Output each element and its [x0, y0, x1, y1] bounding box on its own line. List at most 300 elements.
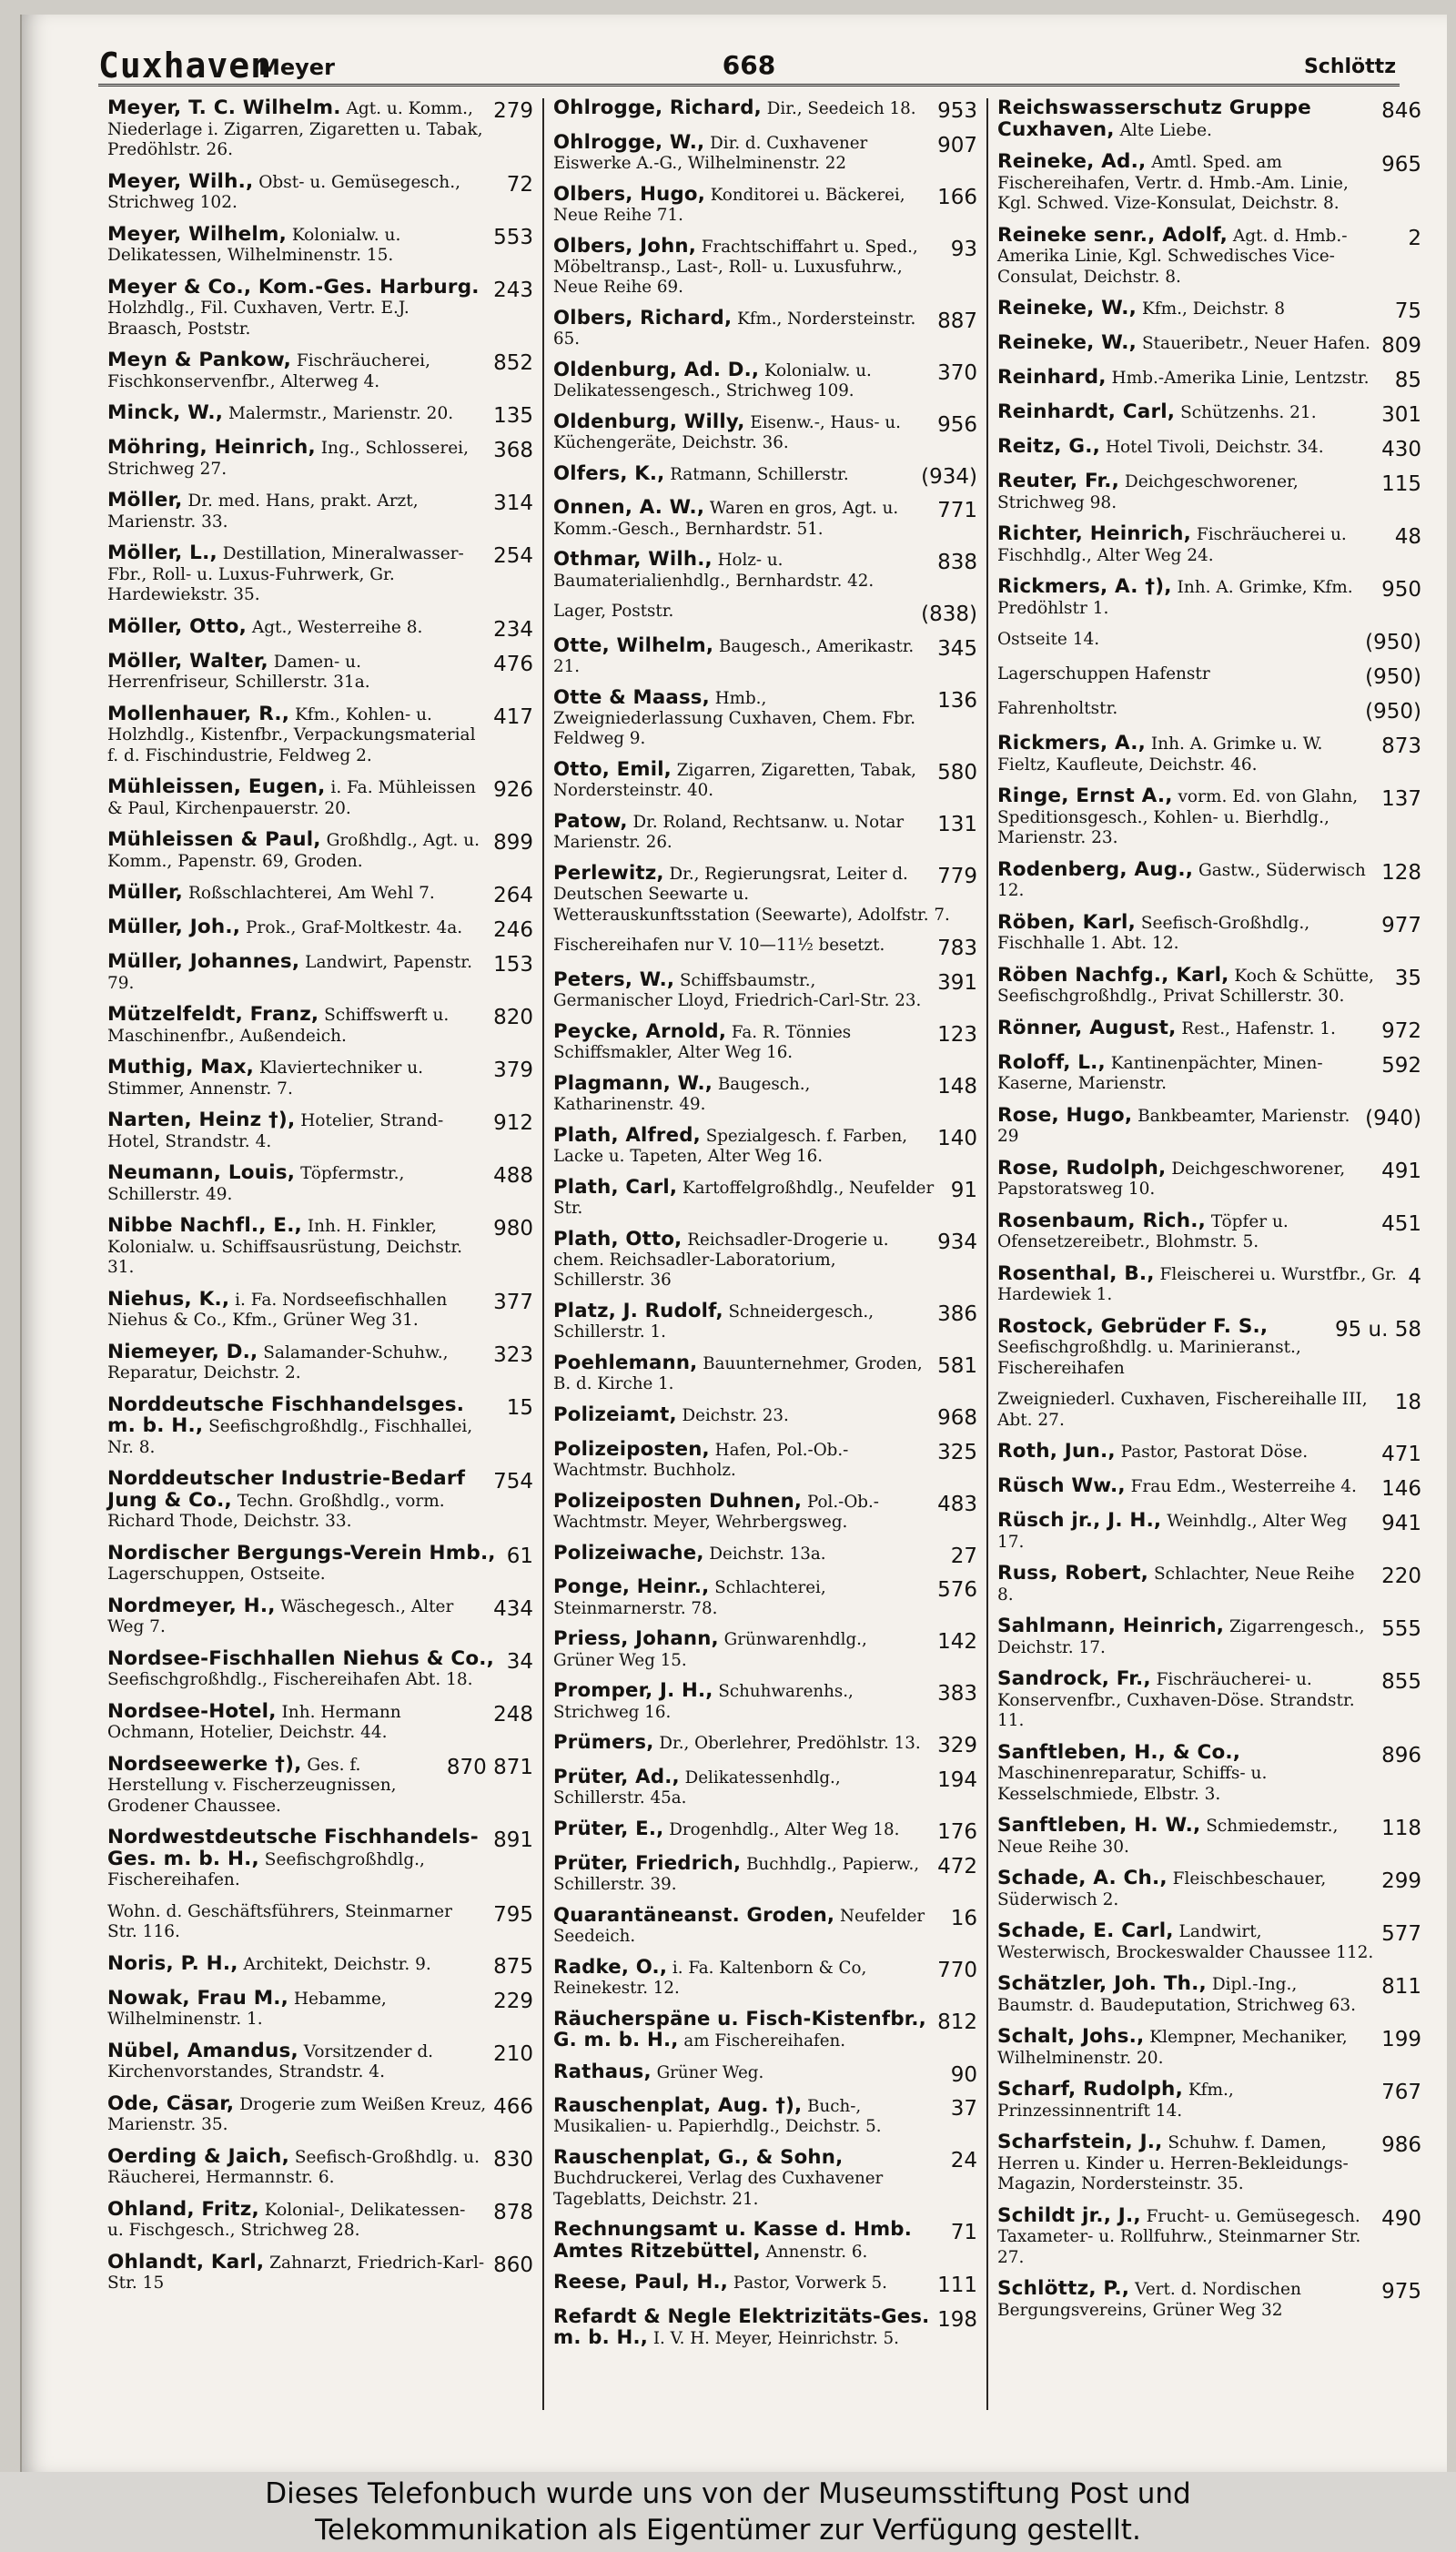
entry-details: Kfm., Prinzessinnentrift 14.	[997, 2081, 1234, 2121]
entry-details: Dr., Regierungsrat, Leiter d. Deutschen Seewarte u. Wetterauskunftsstation (Seewarte), Adolfstr. 7.	[553, 865, 950, 925]
directory-entry	[553, 1577, 977, 1618]
entry-name: Prüter, Ad.,	[553, 1765, 680, 1788]
phone-number: 35	[1394, 966, 1421, 990]
directory-entry	[997, 1476, 1421, 1500]
phone-number: 767	[1381, 2081, 1421, 2104]
entry-details: Salamander-Schuhw., Reparatur, Deichstr. 2.	[107, 1342, 449, 1382]
entry-details: Ges. f. Herstellung v. Fischerzeugnissen, Grodener Chaussee.	[107, 1755, 397, 1816]
entry-name: Rostock, Gebrüder F. S.,	[997, 1314, 1269, 1338]
directory-entry	[107, 1216, 533, 1279]
phone-number: 137	[1381, 787, 1421, 811]
phone-number: 91	[950, 1178, 977, 1202]
entry-name: Möhring, Heinrich,	[107, 436, 316, 459]
entry-name: Rosenthal, B.,	[997, 1261, 1155, 1285]
entry-details: Eisenw.-, Haus- u. Küchengeräte, Deichstr. 36.	[553, 412, 901, 452]
entry-details: I. V. H. Meyer, Heinrichstr. 5.	[652, 2329, 899, 2349]
provenance-footer	[0, 2472, 1456, 2552]
phone-number: 248	[493, 1702, 533, 1727]
phone-number: 93	[950, 237, 977, 261]
entry-details: Buchdruckerei, Verlag des Cuxhavener Tageblatts, Deichstr. 21.	[553, 2169, 884, 2209]
phone-number: 95 u. 58	[1334, 1317, 1421, 1342]
entry-details: Fleischbeschauer, Süderwisch 2.	[997, 1869, 1327, 1909]
entry-name: Scharf, Rudolph,	[997, 2078, 1183, 2101]
directory-entry	[997, 2203, 1421, 2269]
directory-entry	[553, 98, 977, 122]
entry-name: Roloff, L.,	[997, 1050, 1106, 1074]
entry-name: Otte, Wilhelm,	[553, 633, 714, 657]
entry-details: Ing., Schlosserei, Strichweg 27.	[107, 439, 469, 479]
phone-number: 345	[937, 636, 977, 661]
entry-details: Schlachter, Neue Reihe 8.	[997, 1565, 1355, 1605]
directory-entry	[107, 917, 533, 941]
entry-details: Hmb., Zweigniederlassung Cuxhaven, Chem. Fbr. Feldweg 9.	[553, 688, 916, 749]
directory-entry	[107, 1058, 533, 1099]
entry-name: Peycke, Arnold,	[553, 1019, 727, 1043]
phone-number: 135	[493, 404, 533, 428]
directory-entry	[107, 2197, 533, 2242]
entry-details: Inh. A. Grimke u. W. Fieltz, Kaufleute, Deichstr. 46.	[997, 734, 1323, 775]
directory-entry	[997, 734, 1421, 775]
phone-number: 968	[937, 1406, 977, 1431]
directory-entry	[553, 360, 977, 401]
entry-details: Inh. H. Finkler, Kolonialw. u. Schiffsausrüstung, Deichstr. 31.	[107, 1217, 463, 1277]
entry-name: Oerding & Jaich,	[107, 2144, 289, 2168]
phone-number: 451	[1381, 1211, 1421, 1236]
phone-number: 870 871	[446, 1755, 533, 1779]
phone-number: 71	[950, 2221, 977, 2245]
entry-details: Kantinenpächter, Minen-Kaserne, Marienstr.	[997, 1053, 1323, 1093]
directory-entry	[997, 910, 1421, 955]
entry-name: Rose, Rudolph,	[997, 1156, 1167, 1180]
phone-number: 812	[937, 2010, 977, 2034]
entry-details: Vorsitzender d. Kirchenvorstandes, Strandstr. 4.	[107, 2041, 434, 2081]
directory-entry	[553, 498, 977, 539]
directory-entry	[553, 1489, 977, 1533]
phone-number: 24	[950, 2149, 977, 2173]
entry-details: Maschinenreparatur, Schiffs- u. Kesselschmiede, Elbstr. 3.	[997, 1764, 1268, 1804]
directory-entry	[997, 152, 1421, 215]
phone-number: 299	[1381, 1869, 1421, 1893]
directory-entry	[107, 952, 533, 994]
entry-details: Pastor, Vorwerk 5.	[733, 2274, 887, 2294]
entry-details: Deichstr. 23.	[682, 1406, 789, 1426]
directory-entry	[107, 1163, 533, 1205]
entry-name: Mühleissen, Eugen,	[107, 775, 326, 798]
directory-entry	[997, 2027, 1421, 2069]
entry-name: Otto, Emil,	[553, 758, 672, 782]
entry-name: Reuter, Fr.,	[997, 470, 1119, 492]
phone-number: 243	[493, 278, 533, 302]
phone-number: 875	[493, 1954, 533, 1979]
column-2	[542, 98, 986, 2410]
phone-number: 128	[1381, 860, 1421, 885]
phone-number: 254	[493, 544, 533, 568]
phone-number: 146	[1381, 1477, 1421, 1501]
directory-entry	[107, 98, 533, 161]
entry-details: Dir. d. Cuxhavener Eiswerke A.-G., Wilhelminenstr. 22	[553, 133, 868, 173]
directory-entry	[553, 812, 977, 853]
phone-number: (950)	[1365, 631, 1421, 654]
phone-number: 90	[950, 2062, 977, 2087]
entry-name: Prümers,	[553, 1731, 654, 1755]
entry-name: Schlöttz, P.,	[997, 2277, 1130, 2300]
entry-details: Konditorei u. Bäckerei, Neue Reihe 71.	[553, 185, 905, 225]
entry-details: Fahrenholtstr.	[997, 699, 1118, 718]
phone-number: 136	[937, 688, 977, 713]
phone-number: 472	[937, 1854, 977, 1879]
entry-details: Baugesch., Amerikastr. 21.	[553, 636, 915, 677]
entry-name: Norddeutscher Industrie-Bedarf Jung & Co.,	[107, 1467, 466, 1512]
phone-number: 581	[937, 1354, 977, 1379]
phone-number: 977	[1381, 913, 1421, 937]
entry-details: Lagerschuppen Hafenstr	[997, 664, 1210, 684]
directory-entry	[553, 1353, 977, 1394]
entry-name: Noris, P. H.,	[107, 1951, 238, 1975]
entry-details: Kfm., Nordersteinstr. 65.	[553, 309, 916, 349]
phone-number: 580	[937, 761, 977, 785]
phone-number: 153	[493, 953, 533, 977]
entry-name: Räucherspäne u. Fisch-Kistenfbr., G. m. b. H.,	[553, 2007, 926, 2051]
entry-details: Pastor, Pastorat Döse.	[1120, 1443, 1309, 1462]
phone-number: 860	[493, 2253, 533, 2277]
directory-entry	[997, 333, 1421, 357]
phone-number: 229	[493, 1989, 533, 2013]
directory-entry	[997, 98, 1421, 141]
phone-number: 2	[1408, 226, 1421, 250]
entry-name: Röben Nachfg., Karl,	[997, 963, 1229, 987]
phone-number: 553	[493, 225, 533, 249]
directory-entry	[997, 1868, 1421, 1910]
entry-details: Techn. Großhdlg., vorm. Richard Thode, Deichstr. 33.	[107, 1491, 445, 1531]
page-number: 668	[722, 50, 776, 80]
directory-entry	[553, 1227, 977, 1291]
entry-details: Dipl.-Ing., Baumstr. d. Baudeputation, Strichweg 63.	[997, 1975, 1356, 2015]
column-1	[98, 98, 542, 2410]
directory-entry	[997, 1050, 1421, 1095]
entry-details: Prok., Graf-Moltkestr. 4a.	[246, 918, 463, 937]
entry-name: Nordsee-Hotel,	[107, 1699, 277, 1723]
entry-name: Scharfstein, J.,	[997, 2131, 1163, 2153]
entry-name: Müller,	[107, 881, 184, 904]
phone-number: 953	[937, 99, 977, 123]
phone-number: 72	[506, 172, 533, 197]
entry-details: Wohn. d. Geschäftsführers, Steinmarner Str. 116.	[107, 1901, 452, 1941]
directory-entry	[997, 857, 1421, 902]
phone-number: 131	[937, 813, 977, 837]
entry-details: Fischereihafen nur V. 10—11½ besetzt.	[553, 936, 885, 956]
directory-entry	[997, 471, 1421, 513]
phone-number: 123	[937, 1022, 977, 1047]
entry-details: Holzhdlg., Fil. Cuxhaven, Vertr. E.J. Braasch, Poststr.	[107, 299, 410, 339]
entry-name: Rüsch jr., J. H.,	[997, 1509, 1162, 1532]
directory-entry	[107, 777, 533, 819]
entry-name: Möller, L.,	[107, 542, 217, 564]
phone-number: 899	[493, 831, 533, 855]
header-last-name: Schlöttz	[1303, 56, 1396, 78]
directory-entry	[997, 1442, 1421, 1465]
entry-name: Sanftleben, H. W.,	[997, 1814, 1201, 1837]
phone-number: 471	[1381, 1443, 1421, 1466]
phone-number: 846	[1381, 99, 1421, 123]
entry-name: Nowak, Frau M.,	[107, 1986, 289, 2010]
phone-number: 15	[506, 1395, 533, 1420]
phone-number: 75	[1394, 299, 1421, 323]
directory-entry	[997, 1103, 1421, 1148]
entry-details: Agt., Westerreihe 8.	[251, 617, 423, 637]
entry-details: Seefisch-Großhdlg., Fischhalle 1. Abt. 12.	[997, 913, 1310, 953]
phone-number: 434	[493, 1596, 533, 1621]
entry-details: Kolonialw. u. Delikatessen, Wilhelminenstr. 15.	[107, 225, 401, 265]
entry-name: Reinhard,	[997, 366, 1107, 389]
directory-entry	[107, 169, 533, 214]
directory-entry	[553, 306, 977, 349]
entry-name: Möller,	[107, 489, 183, 511]
directory-entry	[553, 2062, 977, 2086]
phone-number: 142	[937, 1630, 977, 1655]
entry-name: Meyer & Co., Kom.-Ges. Harburg.	[107, 275, 480, 299]
directory-entry	[553, 2220, 977, 2262]
directory-entry	[553, 633, 977, 677]
phone-number: 873	[1381, 734, 1421, 758]
entry-details: Hafen, Pol.-Ob.-Wachtmstr. Buchholz.	[553, 1440, 849, 1480]
entry-name: Otte & Maass,	[553, 685, 710, 709]
entry-details: vorm. Ed. von Glahn, Speditionsgesch., Kohlen- u. Bierhdlg., Marienstr. 23.	[997, 787, 1359, 847]
entry-details: Holz- u. Baumaterialienhdlg., Bernhardstr. 42.	[553, 551, 875, 591]
directory-entry	[553, 234, 977, 299]
directory-entry	[553, 2273, 977, 2296]
entry-details: Deichstr. 13a.	[709, 1544, 826, 1564]
directory-entry	[553, 760, 977, 801]
entry-name: Schade, A. Ch.,	[997, 1867, 1168, 1889]
directory-entry	[997, 1156, 1421, 1200]
entry-details: Agt. d. Hmb.-Amerika Linie, Kgl. Schwedisches Vice-Consulat, Deichstr. 8.	[997, 226, 1348, 287]
entry-details: Fischräucherei, Fischkonservenfbr., Alterweg 4.	[107, 351, 430, 391]
entry-details: Schützenhs. 21.	[1180, 403, 1317, 422]
phone-number: 972	[1381, 1018, 1421, 1043]
phone-number: 199	[1381, 2028, 1421, 2051]
entry-details: Klempner, Mechaniker, Wilhelminenstr. 20.	[997, 2028, 1348, 2068]
directory-entry	[553, 602, 977, 625]
directory-columns	[98, 98, 1431, 2410]
entry-details: Schuhw. f. Damen, Herren u. Kinder u. Herren-Bekleidungs-Magazin, Nordersteinstr. 35.	[997, 2133, 1349, 2193]
phone-number: 18	[1394, 1391, 1421, 1414]
entry-details: Schiffswerft u. Maschinenfbr., Außendeich.	[107, 1006, 450, 1046]
directory-entry	[107, 1392, 533, 1459]
entry-details: Hebamme, Wilhelminenstr. 1.	[107, 1989, 387, 2029]
phone-number: 61	[506, 1544, 533, 1568]
directory-entry	[553, 685, 977, 750]
entry-details: Kfm., Deichstr. 8	[1141, 299, 1286, 319]
directory-entry	[107, 2091, 533, 2136]
phone-number: 809	[1381, 334, 1421, 358]
directory-entry	[553, 412, 977, 453]
entry-name: Russ, Robert,	[997, 1562, 1149, 1585]
entry-details: Ratmann, Schillerstr.	[670, 464, 849, 484]
entry-name: Ponge, Heinr.,	[553, 1575, 710, 1599]
directory-entry	[107, 1986, 533, 2030]
entry-details: Staueribetr., Neuer Hafen.	[1141, 334, 1370, 353]
entry-details: i. Fa. Nordseefischhallen Niehus & Co., Kfm., Grüner Weg 31.	[107, 1290, 448, 1330]
entry-name: Olbers, John,	[553, 234, 697, 258]
directory-entry	[553, 2007, 977, 2051]
entry-name: Rodenberg, Aug.,	[997, 857, 1194, 881]
entry-details: Weinhdlg., Alter Weg 17.	[997, 1512, 1348, 1552]
entry-details: Architekt, Deichstr. 9.	[243, 1954, 431, 1974]
entry-details: Schlachterei, Steinmarnerstr. 78.	[553, 1578, 826, 1618]
directory-entry	[553, 1019, 977, 1063]
entry-details: Dr. med. Hans, prakt. Arzt, Marienstr. 33.	[107, 491, 419, 532]
directory-entry	[107, 1951, 533, 1979]
footer-line-1: Dieses Telefonbuch wurde uns von der Museumsstiftung Post und	[265, 2477, 1191, 2510]
phone-number: 246	[493, 918, 533, 942]
phone-number: 37	[950, 2097, 977, 2122]
phone-number: 27	[950, 1544, 977, 1568]
entry-name: Neumann, Louis,	[107, 1161, 296, 1184]
directory-entry	[107, 614, 533, 642]
phone-number: 198	[937, 2307, 977, 2332]
entry-name: Nordmeyer, H.,	[107, 1594, 276, 1617]
phone-number: (934)	[921, 464, 977, 489]
directory-entry	[553, 1541, 977, 1568]
entry-name: Sanftleben, H., & Co.,	[997, 1740, 1241, 1764]
entry-name: Prüter, E.,	[553, 1817, 664, 1840]
phone-number: 118	[1381, 1817, 1421, 1840]
phone-number: 965	[1381, 153, 1421, 177]
entry-name: Rüsch Ww.,	[997, 1474, 1126, 1497]
entry-details: Damen- u. Herrenfriseur, Schillerstr. 31a.	[107, 652, 370, 692]
directory-entry	[997, 1616, 1421, 1658]
entry-name: Müller, Johannes,	[107, 950, 300, 973]
entry-details: Koch & Schütte, Seefischgroßhdlg., Privat Schillerstr. 30.	[997, 966, 1374, 1006]
entry-name: Meyer, T. C. Wilhelm.	[107, 98, 341, 119]
entry-name: Reitz, G.,	[997, 435, 1100, 458]
entry-name: Polizeiposten Duhnen,	[553, 1489, 803, 1513]
entry-name: Reineke, W.,	[997, 297, 1138, 319]
phone-number: 148	[937, 1074, 977, 1099]
entry-details: Pol.-Ob.-Wachtmstr. Meyer, Wehrbergsweg.	[553, 1492, 879, 1532]
directory-entry	[107, 1752, 533, 1818]
entry-name: Reineke senr., Adolf,	[997, 223, 1228, 247]
entry-details: Fa. R. Tönnies Schiffsmakler, Alter Weg 16.	[553, 1022, 852, 1063]
entry-details: Wäschegesch., Alter Weg 7.	[107, 1596, 454, 1636]
directory-entry	[997, 1816, 1421, 1858]
directory-entry	[107, 275, 533, 340]
entry-name: Nordsee-Fischhallen Niehus & Co.,	[107, 1646, 495, 1670]
directory-entry	[553, 936, 977, 959]
entry-name: Ohlrogge, W.,	[553, 130, 705, 154]
entry-details: Delikatessenhdlg., Schillerstr. 45a.	[553, 1767, 841, 1808]
phone-number: 783	[937, 937, 977, 961]
entry-details: Gastw., Süderwisch 12.	[997, 860, 1366, 900]
entry-details: am Fischereihafen.	[683, 2030, 846, 2051]
entry-details: Schmiedemstr., Neue Reihe 30.	[997, 1817, 1339, 1857]
phone-number: 941	[1381, 1512, 1421, 1535]
entry-name: Olfers, K.,	[553, 461, 665, 485]
directory-entry	[553, 1767, 977, 1808]
entry-details: Spezialgesch. f. Farben, Lacke u. Tapeten, Alter Weg 16.	[553, 1126, 908, 1167]
directory-entry	[997, 368, 1421, 391]
phone-number: 771	[937, 499, 977, 523]
directory-entry	[997, 664, 1421, 688]
footer-line-2: Telekommunikation als Eigentümer zur Verfügung gestellt.	[315, 2514, 1141, 2547]
phone-number: 220	[1381, 1565, 1421, 1588]
directory-entry	[107, 1342, 533, 1384]
entry-details: Fischräucherei u. Fischhdlg., Alter Weg 24.	[997, 525, 1347, 565]
running-header	[98, 47, 1400, 86]
entry-details: Neufelder Seedeich.	[553, 1906, 925, 1946]
directory-entry	[553, 182, 977, 226]
directory-entry	[107, 649, 533, 694]
phone-number: 852	[493, 351, 533, 375]
entry-details: Amtl. Sped. am Fischereihafen, Vertr. d. Hmb.-Am. Linie, Kgl. Schwed. Vize-Konsulat, Deichstr. 8.	[997, 153, 1349, 213]
directory-entry	[553, 2304, 977, 2350]
entry-name: Rickmers, A.,	[997, 732, 1146, 754]
phone-number: 379	[493, 1058, 533, 1082]
entry-details: Seefisch-Großhdlg. u. Räucherei, Hermannstr. 6.	[107, 2147, 480, 2187]
entry-details: Hotel Tivoli, Deichstr. 34.	[1105, 438, 1324, 457]
entry-details: Deichgeschworener, Papstoratsweg 10.	[997, 1159, 1346, 1199]
entry-details: Frucht- u. Gemüsegesch. Taxameter- u. Rollfuhrw., Steinmarner Str. 27.	[997, 2206, 1361, 2267]
entry-name: Roth, Jun.,	[997, 1440, 1116, 1463]
entry-details: Grüner Weg.	[656, 2062, 764, 2082]
directory-entry	[107, 350, 533, 392]
entry-name: Poehlemann,	[553, 1352, 698, 1375]
entry-details: Buch-, Musikalien- u. Papierhdlg., Deichstr. 5.	[553, 2097, 882, 2137]
entry-details: Ostseite 14.	[997, 630, 1100, 649]
entry-name: Platz, J. Rudolf,	[553, 1300, 723, 1323]
phone-number: 891	[493, 1828, 533, 1852]
phone-number: 466	[493, 2094, 533, 2119]
directory-entry	[107, 2144, 533, 2189]
entry-name: Sandrock, Fr.,	[997, 1667, 1151, 1690]
entry-name: Oldenburg, Ad. D.,	[553, 358, 760, 381]
directory-entry	[553, 864, 977, 926]
entry-details: Waren en gros, Agt. u. Komm.-Gesch., Bernhardstr. 51.	[553, 499, 899, 539]
directory-entry	[553, 1301, 977, 1342]
directory-entry	[553, 1903, 977, 1947]
entry-name: Nübel, Amandus,	[107, 2039, 298, 2062]
entry-name: Richter, Heinrich,	[997, 522, 1191, 545]
entry-details: Drogenhdlg., Alter Weg 18.	[669, 1819, 900, 1839]
phone-number: 830	[493, 2147, 533, 2172]
entry-details: Dr., Oberlehrer, Predöhlstr. 13.	[659, 1734, 921, 1754]
entry-details: Vert. d. Nordischen Bergungsvereins, Grüner Weg 32	[997, 2280, 1301, 2320]
phone-number: 491	[1381, 1159, 1421, 1183]
directory-entry	[997, 1018, 1421, 1042]
entry-name: Minck, W.,	[107, 401, 224, 424]
entry-details: Frachtschiffahrt u. Sped., Möbeltransp., Last-, Roll- u. Luxusfuhrw., Neue Reihe 69.	[553, 237, 918, 297]
entry-name: Oldenburg, Willy,	[553, 410, 745, 433]
phone-number: 986	[1381, 2133, 1421, 2157]
entry-details: Kfm., Kohlen- u. Holzhdlg., Kistenfbr., Verpackungsmaterial f. d. Fischindustrie, Feldweg 2.	[107, 704, 476, 765]
entry-name: Sahlmann, Heinrich,	[997, 1615, 1225, 1637]
entry-details: Töpfer u. Ofensetzereibetr., Blohmstr. 5.	[997, 1211, 1289, 1251]
directory-entry	[997, 524, 1421, 566]
directory-entry	[107, 1596, 533, 1638]
entry-details: Seefischgroßhdlg., Fischhallei, Nr. 8.	[107, 1417, 473, 1457]
phone-number: 887	[937, 309, 977, 333]
entry-name: Meyn & Pankow,	[107, 349, 291, 371]
entry-details: Bauunternehmer, Groden, B. d. Kirche 1.	[553, 1354, 923, 1394]
entry-name: Rose, Hugo,	[997, 1103, 1133, 1127]
directory-entry	[107, 438, 533, 480]
entry-details: Klaviertechniker u. Stimmer, Annenstr. 7.	[107, 1058, 424, 1099]
phone-number: 329	[937, 1734, 977, 1758]
entry-name: Schildt jr., J.,	[997, 2203, 1141, 2227]
phone-number: 34	[506, 1649, 533, 1674]
entry-name: Rickmers, A. †),	[997, 575, 1172, 598]
phone-number: 878	[493, 2200, 533, 2224]
